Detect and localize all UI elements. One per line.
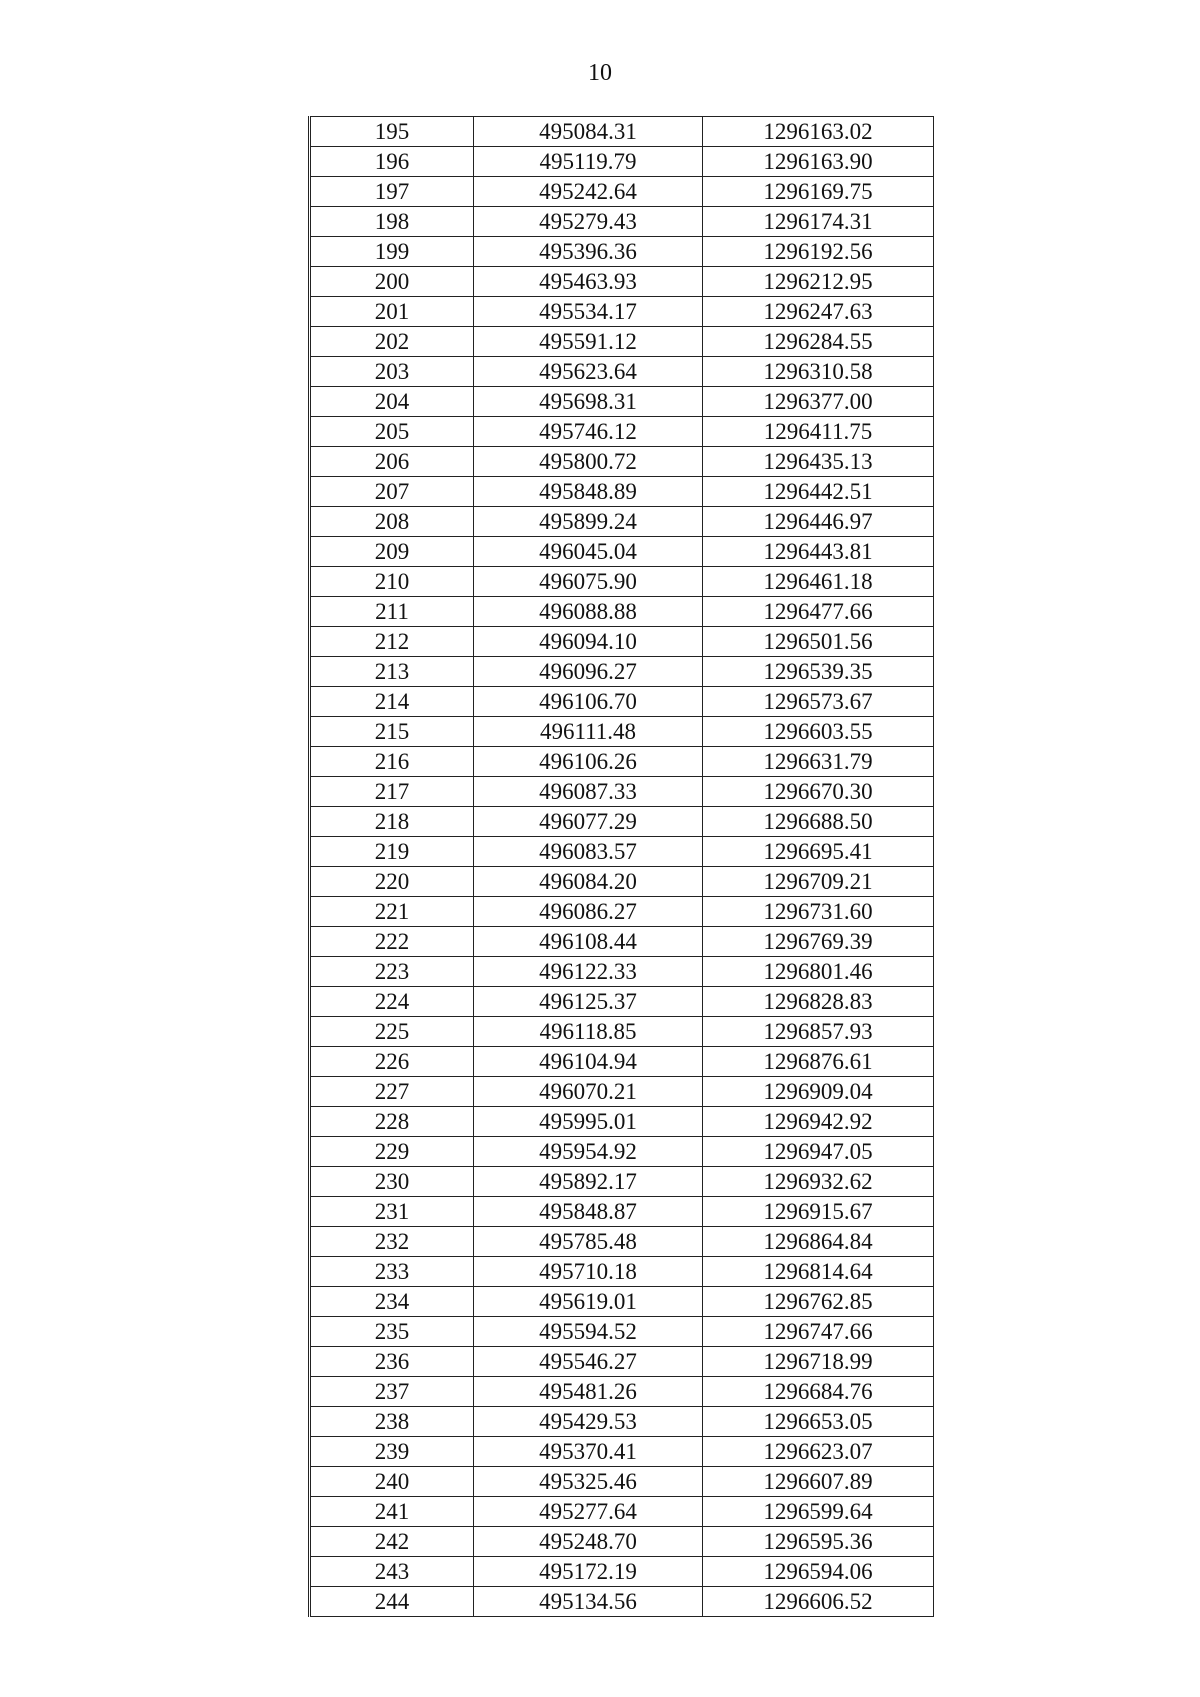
x-coordinate-cell: 495084.31 (474, 117, 703, 147)
x-coordinate-cell: 496086.27 (474, 897, 703, 927)
x-coordinate-cell: 496087.33 (474, 777, 703, 807)
y-coordinate-cell: 1296377.00 (703, 387, 934, 417)
point-number-cell: 215 (310, 717, 474, 747)
x-coordinate-cell: 496077.29 (474, 807, 703, 837)
x-coordinate-cell: 495534.17 (474, 297, 703, 327)
y-coordinate-cell: 1296163.02 (703, 117, 934, 147)
table-row (310, 657, 934, 687)
x-coordinate-cell: 495619.01 (474, 1287, 703, 1317)
table-row (310, 777, 934, 807)
page-number: 10 (588, 60, 612, 86)
point-number-cell: 227 (310, 1077, 474, 1107)
point-number-cell: 212 (310, 627, 474, 657)
x-coordinate-cell: 496106.26 (474, 747, 703, 777)
x-coordinate-cell: 495248.70 (474, 1527, 703, 1557)
table-row (310, 267, 934, 297)
point-number-cell: 240 (310, 1467, 474, 1497)
point-number-cell: 236 (310, 1347, 474, 1377)
y-coordinate-cell: 1296864.84 (703, 1227, 934, 1257)
point-number-cell: 243 (310, 1557, 474, 1587)
table-row (310, 1437, 934, 1467)
y-coordinate-cell: 1296539.35 (703, 657, 934, 687)
y-coordinate-cell: 1296446.97 (703, 507, 934, 537)
table-row (310, 807, 934, 837)
x-coordinate-cell: 495242.64 (474, 177, 703, 207)
table-row (310, 357, 934, 387)
x-coordinate-cell: 495370.41 (474, 1437, 703, 1467)
table-row (310, 117, 934, 147)
table-row (310, 1017, 934, 1047)
point-number-cell: 216 (310, 747, 474, 777)
point-number-cell: 221 (310, 897, 474, 927)
x-coordinate-cell: 496045.04 (474, 537, 703, 567)
y-coordinate-cell: 1296442.51 (703, 477, 934, 507)
y-coordinate-cell: 1296573.67 (703, 687, 934, 717)
point-number-cell: 237 (310, 1377, 474, 1407)
point-number-cell: 241 (310, 1497, 474, 1527)
table-row (310, 1287, 934, 1317)
table-row (310, 1137, 934, 1167)
point-number-cell: 213 (310, 657, 474, 687)
y-coordinate-cell: 1296731.60 (703, 897, 934, 927)
table-row (310, 507, 934, 537)
x-coordinate-cell: 496108.44 (474, 927, 703, 957)
x-coordinate-cell: 495277.64 (474, 1497, 703, 1527)
point-number-cell: 197 (310, 177, 474, 207)
table-row (310, 1467, 934, 1497)
point-number-cell: 201 (310, 297, 474, 327)
table-row (310, 1107, 934, 1137)
table-row (310, 837, 934, 867)
point-number-cell: 209 (310, 537, 474, 567)
x-coordinate-cell: 496083.57 (474, 837, 703, 867)
point-number-cell: 218 (310, 807, 474, 837)
point-number-cell: 233 (310, 1257, 474, 1287)
x-coordinate-cell: 496125.37 (474, 987, 703, 1017)
point-number-cell: 239 (310, 1437, 474, 1467)
x-coordinate-cell: 495995.01 (474, 1107, 703, 1137)
y-coordinate-cell: 1296631.79 (703, 747, 934, 777)
y-coordinate-cell: 1296461.18 (703, 567, 934, 597)
x-coordinate-cell: 495594.52 (474, 1317, 703, 1347)
table-row (310, 687, 934, 717)
point-number-cell: 205 (310, 417, 474, 447)
table-row (310, 387, 934, 417)
x-coordinate-cell: 496084.20 (474, 867, 703, 897)
table-row (310, 1257, 934, 1287)
table-row (310, 1407, 934, 1437)
y-coordinate-cell: 1296684.76 (703, 1377, 934, 1407)
y-coordinate-cell: 1296670.30 (703, 777, 934, 807)
table-row (310, 717, 934, 747)
point-number-cell: 228 (310, 1107, 474, 1137)
table-row (310, 297, 934, 327)
x-coordinate-cell: 495134.56 (474, 1587, 703, 1617)
x-coordinate-cell: 495172.19 (474, 1557, 703, 1587)
point-number-cell: 200 (310, 267, 474, 297)
x-coordinate-cell: 496088.88 (474, 597, 703, 627)
table-row (310, 327, 934, 357)
y-coordinate-cell: 1296192.56 (703, 237, 934, 267)
point-number-cell: 232 (310, 1227, 474, 1257)
table-row (310, 237, 934, 267)
point-number-cell: 222 (310, 927, 474, 957)
point-number-cell: 225 (310, 1017, 474, 1047)
point-number-cell: 204 (310, 387, 474, 417)
point-number-cell: 220 (310, 867, 474, 897)
y-coordinate-cell: 1296607.89 (703, 1467, 934, 1497)
x-coordinate-cell: 495119.79 (474, 147, 703, 177)
table-row (310, 1377, 934, 1407)
point-number-cell: 208 (310, 507, 474, 537)
table-row (310, 1077, 934, 1107)
y-coordinate-cell: 1296718.99 (703, 1347, 934, 1377)
x-coordinate-cell: 496075.90 (474, 567, 703, 597)
table-row (310, 537, 934, 567)
x-coordinate-cell: 496104.94 (474, 1047, 703, 1077)
point-number-cell: 234 (310, 1287, 474, 1317)
point-number-cell: 202 (310, 327, 474, 357)
y-coordinate-cell: 1296932.62 (703, 1167, 934, 1197)
x-coordinate-cell: 495481.26 (474, 1377, 703, 1407)
x-coordinate-cell: 495899.24 (474, 507, 703, 537)
y-coordinate-cell: 1296599.64 (703, 1497, 934, 1527)
table-row (310, 1587, 934, 1617)
y-coordinate-cell: 1296606.52 (703, 1587, 934, 1617)
y-coordinate-cell: 1296857.93 (703, 1017, 934, 1047)
y-coordinate-cell: 1296688.50 (703, 807, 934, 837)
y-coordinate-cell: 1296435.13 (703, 447, 934, 477)
point-number-cell: 199 (310, 237, 474, 267)
point-number-cell: 207 (310, 477, 474, 507)
table-row (310, 1197, 934, 1227)
table-body (310, 117, 934, 1617)
x-coordinate-cell: 495546.27 (474, 1347, 703, 1377)
table-row (310, 1347, 934, 1377)
y-coordinate-cell: 1296709.21 (703, 867, 934, 897)
y-coordinate-cell: 1296603.55 (703, 717, 934, 747)
y-coordinate-cell: 1296477.66 (703, 597, 934, 627)
table-row (310, 1557, 934, 1587)
table-row (310, 1317, 934, 1347)
y-coordinate-cell: 1296769.39 (703, 927, 934, 957)
y-coordinate-cell: 1296443.81 (703, 537, 934, 567)
x-coordinate-cell: 495954.92 (474, 1137, 703, 1167)
y-coordinate-cell: 1296942.92 (703, 1107, 934, 1137)
point-number-cell: 217 (310, 777, 474, 807)
y-coordinate-cell: 1296653.05 (703, 1407, 934, 1437)
point-number-cell: 244 (310, 1587, 474, 1617)
point-number-cell: 203 (310, 357, 474, 387)
y-coordinate-cell: 1296212.95 (703, 267, 934, 297)
point-number-cell: 214 (310, 687, 474, 717)
y-coordinate-cell: 1296915.67 (703, 1197, 934, 1227)
point-number-cell: 219 (310, 837, 474, 867)
y-coordinate-cell: 1296747.66 (703, 1317, 934, 1347)
coordinates-table (308, 116, 934, 1617)
y-coordinate-cell: 1296163.90 (703, 147, 934, 177)
x-coordinate-cell: 496096.27 (474, 657, 703, 687)
point-number-cell: 211 (310, 597, 474, 627)
y-coordinate-cell: 1296411.75 (703, 417, 934, 447)
y-coordinate-cell: 1296909.04 (703, 1077, 934, 1107)
point-number-cell: 235 (310, 1317, 474, 1347)
y-coordinate-cell: 1296828.83 (703, 987, 934, 1017)
y-coordinate-cell: 1296814.64 (703, 1257, 934, 1287)
y-coordinate-cell: 1296801.46 (703, 957, 934, 987)
table-row (310, 1047, 934, 1077)
y-coordinate-cell: 1296247.63 (703, 297, 934, 327)
y-coordinate-cell: 1296695.41 (703, 837, 934, 867)
x-coordinate-cell: 495279.43 (474, 207, 703, 237)
x-coordinate-cell: 495785.48 (474, 1227, 703, 1257)
table-row (310, 747, 934, 777)
table-row (310, 207, 934, 237)
x-coordinate-cell: 496111.48 (474, 717, 703, 747)
x-coordinate-cell: 495396.36 (474, 237, 703, 267)
table-row (310, 1167, 934, 1197)
point-number-cell: 226 (310, 1047, 474, 1077)
point-number-cell: 229 (310, 1137, 474, 1167)
x-coordinate-cell: 496118.85 (474, 1017, 703, 1047)
table-row (310, 627, 934, 657)
point-number-cell: 210 (310, 567, 474, 597)
x-coordinate-cell: 495623.64 (474, 357, 703, 387)
table-row (310, 1227, 934, 1257)
x-coordinate-cell: 495800.72 (474, 447, 703, 477)
point-number-cell: 224 (310, 987, 474, 1017)
x-coordinate-cell: 495698.31 (474, 387, 703, 417)
y-coordinate-cell: 1296762.85 (703, 1287, 934, 1317)
point-number-cell: 231 (310, 1197, 474, 1227)
y-coordinate-cell: 1296595.36 (703, 1527, 934, 1557)
table-row (310, 477, 934, 507)
y-coordinate-cell: 1296594.06 (703, 1557, 934, 1587)
x-coordinate-cell: 495429.53 (474, 1407, 703, 1437)
table-row (310, 177, 934, 207)
y-coordinate-cell: 1296623.07 (703, 1437, 934, 1467)
y-coordinate-cell: 1296501.56 (703, 627, 934, 657)
point-number-cell: 238 (310, 1407, 474, 1437)
point-number-cell: 198 (310, 207, 474, 237)
table-row (310, 927, 934, 957)
table-row (310, 597, 934, 627)
y-coordinate-cell: 1296174.31 (703, 207, 934, 237)
point-number-cell: 206 (310, 447, 474, 477)
table-row (310, 1527, 934, 1557)
x-coordinate-cell: 495325.46 (474, 1467, 703, 1497)
x-coordinate-cell: 495710.18 (474, 1257, 703, 1287)
table-row (310, 1497, 934, 1527)
point-number-cell: 223 (310, 957, 474, 987)
table-row (310, 447, 934, 477)
x-coordinate-cell: 495746.12 (474, 417, 703, 447)
x-coordinate-cell: 496070.21 (474, 1077, 703, 1107)
table-row (310, 987, 934, 1017)
x-coordinate-cell: 495848.87 (474, 1197, 703, 1227)
x-coordinate-cell: 496094.10 (474, 627, 703, 657)
point-number-cell: 242 (310, 1527, 474, 1557)
point-number-cell: 195 (310, 117, 474, 147)
y-coordinate-cell: 1296876.61 (703, 1047, 934, 1077)
x-coordinate-cell: 496106.70 (474, 687, 703, 717)
x-coordinate-cell: 495892.17 (474, 1167, 703, 1197)
table-row (310, 147, 934, 177)
x-coordinate-cell: 496122.33 (474, 957, 703, 987)
y-coordinate-cell: 1296310.58 (703, 357, 934, 387)
table-row (310, 417, 934, 447)
table-row (310, 867, 934, 897)
y-coordinate-cell: 1296284.55 (703, 327, 934, 357)
point-number-cell: 196 (310, 147, 474, 177)
table-row (310, 957, 934, 987)
y-coordinate-cell: 1296947.05 (703, 1137, 934, 1167)
x-coordinate-cell: 495591.12 (474, 327, 703, 357)
point-number-cell: 230 (310, 1167, 474, 1197)
y-coordinate-cell: 1296169.75 (703, 177, 934, 207)
table-row (310, 897, 934, 927)
table-row (310, 567, 934, 597)
x-coordinate-cell: 495848.89 (474, 477, 703, 507)
x-coordinate-cell: 495463.93 (474, 267, 703, 297)
